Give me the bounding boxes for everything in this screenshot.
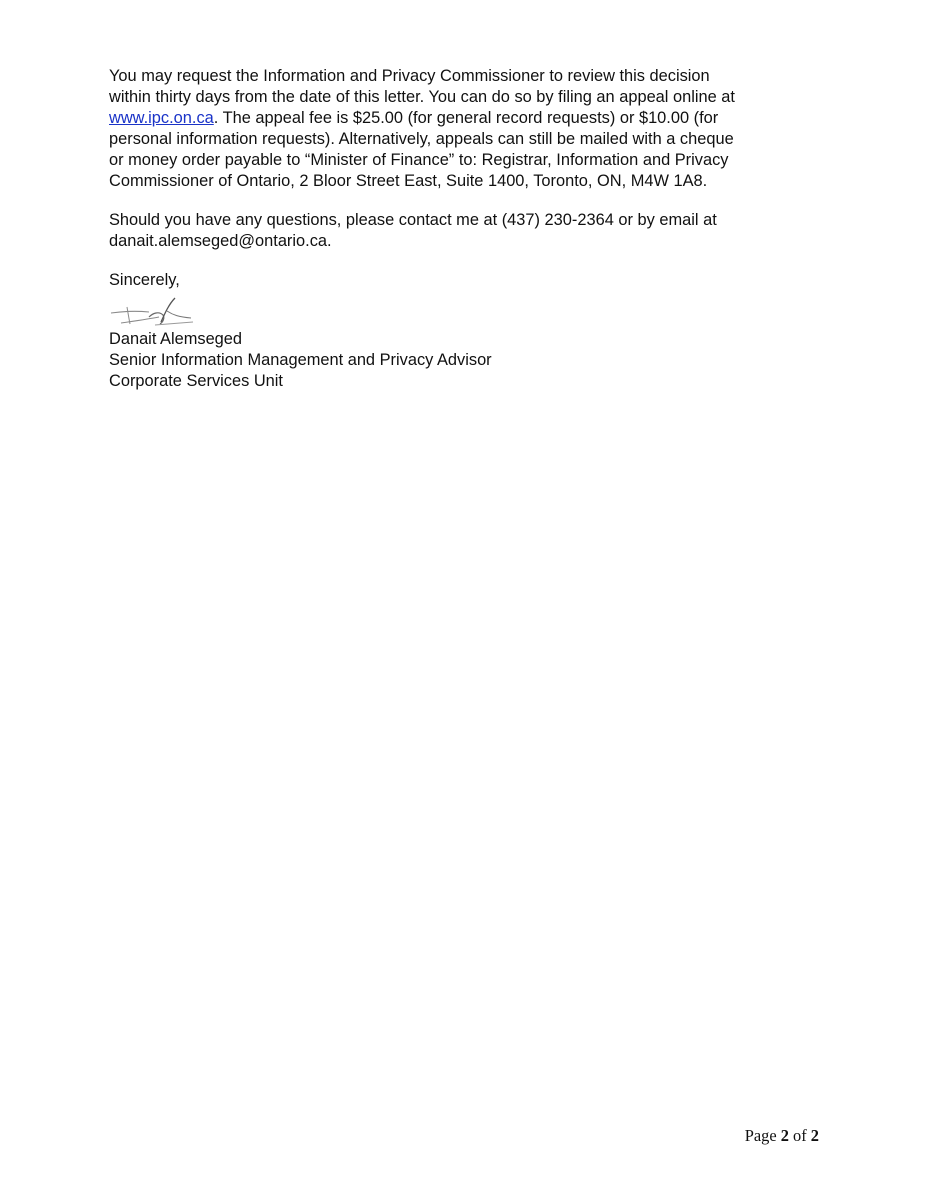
signatory-name: Danait Alemseged (109, 330, 243, 348)
ipc-website-link[interactable]: www.ipc.on.ca (109, 109, 214, 127)
signature-block (109, 329, 829, 392)
closing-salutation: Sincerely, (109, 271, 180, 289)
handwritten-signature (105, 295, 201, 329)
appeal-paragraph (109, 66, 829, 192)
page-number (745, 1126, 819, 1146)
appeal-text-end: . The appeal fee is $25.00 (for general record requests) or $10.00 (for personal information requests). Alternatively, appeals can still be mailed with a cheque or money order payable to “Minister of Finance” to: Registrar, Information and Privacy Commissioner of Ontario, 2 Bloor Street East, Suite 1400, Toronto, ON, M4W 1A8. (109, 109, 734, 190)
contact-paragraph: Should you have any questions, please contact me at (437) 230-2364 or by email at danait.alemseged@ontario.ca. (109, 211, 717, 250)
total-pages: 2 (810, 1126, 819, 1145)
current-page: 2 (780, 1126, 789, 1145)
appeal-text-start: You may request the Information and Privacy Commissioner to review this decision within thirty days from the date of this letter. You can do so by filing an appeal online at (109, 67, 735, 106)
signatory-unit: Corporate Services Unit (109, 372, 283, 390)
page-word: Page (744, 1126, 777, 1145)
of-word: of (793, 1126, 807, 1145)
letter-body (109, 66, 829, 392)
signatory-title: Senior Information Management and Privacy Advisor (109, 351, 492, 369)
